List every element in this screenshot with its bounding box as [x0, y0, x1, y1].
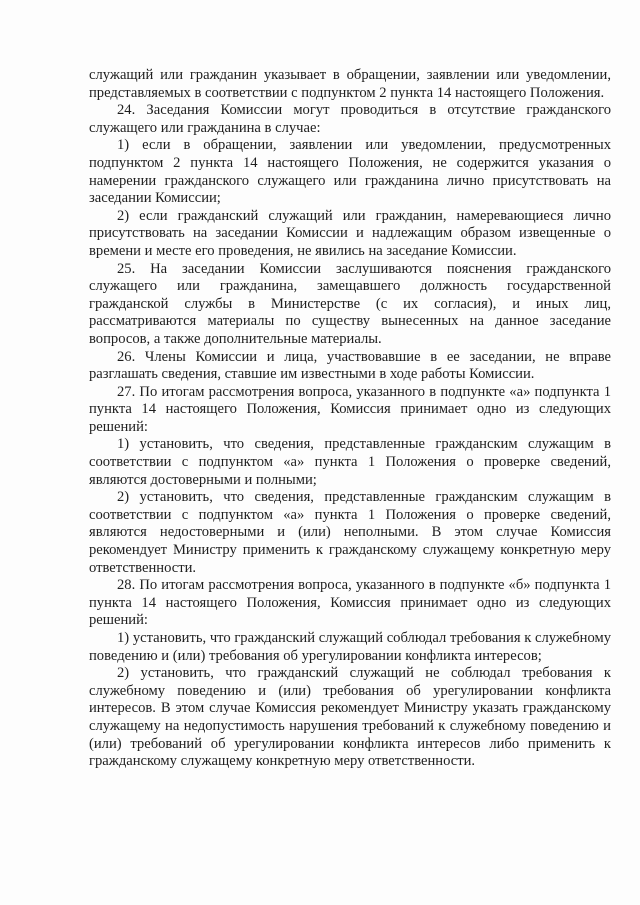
paragraph-item-24: 24. Заседания Комиссии могут проводиться в отсутствие гражданского служащего или гражданина в случае:: [89, 102, 611, 136]
paragraph-item-28: 28. По итогам рассмотрения вопроса, указанного в подпункте «б» подпункта 1 пункта 14 настоящего Положения, Комиссия принимает одно из следующих решений:: [89, 577, 611, 629]
paragraph-item-28-1: 1) установить, что гражданский служащий соблюдал требования к служебному поведению и (или) требования об урегулировании конфликта интересов;: [89, 630, 611, 664]
paragraph-item-24-2: 2) если гражданский служащий или гражданин, намеревающиеся лично присутствовать на заседании Комиссии и надлежащим образом извещенные о времени и месте его проведения, не явились на заседание Комиссии.: [89, 207, 611, 259]
paragraph-item-27-1: 1) установить, что сведения, представленные гражданским служащим в соответствии с подпунктом «а» пункта 1 Положения о проверке сведений, являются достоверными и полными;: [89, 436, 611, 488]
paragraph-continuation: служащий или гражданин указывает в обращении, заявлении или уведомлении, представляемых в соответствии с подпунктом 2 пункта 14 настоящего Положения.: [89, 67, 611, 101]
paragraph-item-24-1: 1) если в обращении, заявлении или уведомлении, предусмотренных подпунктом 2 пункта 14 настоящего Положения, не содержится указания о намерении гражданского служащего или гражданина лично присутствовать на заседании Комиссии;: [89, 137, 611, 207]
paragraph-item-27: 27. По итогам рассмотрения вопроса, указанного в подпункте «а» подпункта 1 пункта 14 настоящего Положения, Комиссия принимает одно из следующих решений:: [89, 383, 611, 435]
paragraph-item-25: 25. На заседании Комиссии заслушиваются пояснения гражданского служащего или гражданина, замещавшего должность государственной гражданской службы в Министерстве (с их согласия), и иных лиц, рассматриваются материалы по существу вынесенных на данное заседание вопросов, а также дополнительные материалы.: [89, 260, 611, 347]
paragraph-item-28-2: 2) установить, что гражданский служащий не соблюдал требования к служебному поведению и (или) требования об урегулировании конфликта интересов. В этом случае Комиссия рекомендует Министру указать гражданскому служащему на недопустимость нарушения требований к служебному поведению и (или) требований об урегулировании конфликта интересов либо применить к гражданскому служащему конкретную меру ответственности.: [89, 665, 611, 770]
paragraph-item-27-2: 2) установить, что сведения, представленные гражданским служащим в соответствии с подпунктом «а» пункта 1 Положения о проверке сведений, являются недостоверными и (или) неполными. В этом случае Комиссия рекомендует Министру применить к гражданскому служащему конкретную меру ответственности.: [89, 489, 611, 576]
document-body: [89, 67, 611, 771]
paragraph-item-26: 26. Члены Комиссии и лица, участвовавшие в ее заседании, не вправе разглашать сведения, ставшие им известными в ходе работы Комиссии.: [89, 348, 611, 383]
